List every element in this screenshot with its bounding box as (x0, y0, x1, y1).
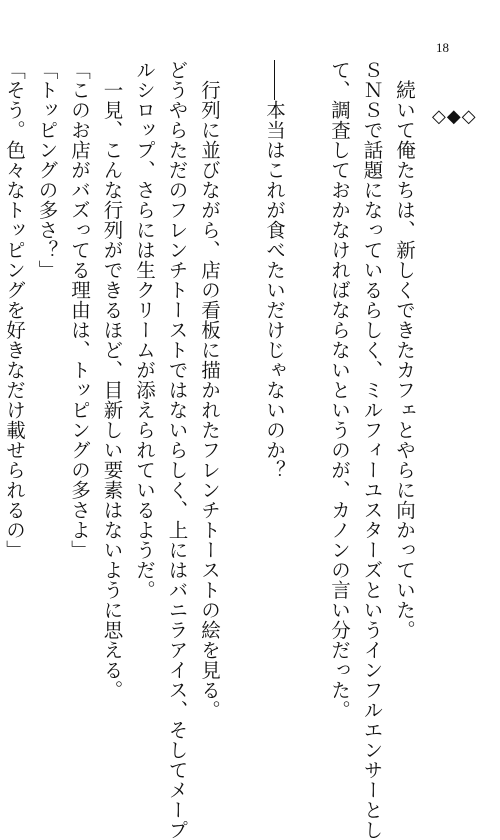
text-line: どうやらただのフレンチトーストではないらしく、上にはバニラアイス、そしてメープ (165, 60, 189, 840)
dialogue-line: 「トッピングの多さ？」 (35, 60, 59, 280)
monologue-text: 本当はこれが食べたいだけじゃないのか？ (263, 100, 286, 480)
solid-diamond-icon: ◆ (446, 106, 462, 127)
page-number: 18 (436, 40, 449, 55)
text-line: ルシロップ、さらには生クリームが添えられているようだ。 (133, 60, 156, 600)
blank-line (225, 60, 258, 650)
vertical-text-body (3, 60, 420, 840)
hollow-diamond-icon: ◇ (432, 106, 447, 127)
text-line: 一見、こんな行列ができるほど、目新しい要素はないように思える。 (100, 60, 124, 700)
section-break-ornament (432, 108, 477, 126)
em-dash-rule (274, 60, 275, 100)
blank-line (290, 60, 323, 650)
dialogue-line: 「そう。色々なトッピングを好きなだけ載せられるの」 (3, 60, 26, 560)
text-line: て、調査しておかなければならないというのが、カノンの言い分だった。 (328, 60, 351, 720)
text-line: ＳＮＳで話題になっているらしく、ミルフィーユスターズというインフルエンサーとし (360, 60, 384, 840)
text-line: 続いて俺たちは、新しくできたカフェとやらに向かっていた。 (393, 60, 416, 640)
dialogue-line: 「このお店がバズってる理由は、トッピングの多さよ」 (68, 60, 91, 560)
hollow-diamond-icon: ◇ (461, 106, 477, 127)
monologue-line (258, 60, 291, 650)
text-line: 行列に並びながら、店の看板に描かれたフレンチトーストの絵を見る。 (198, 60, 221, 720)
